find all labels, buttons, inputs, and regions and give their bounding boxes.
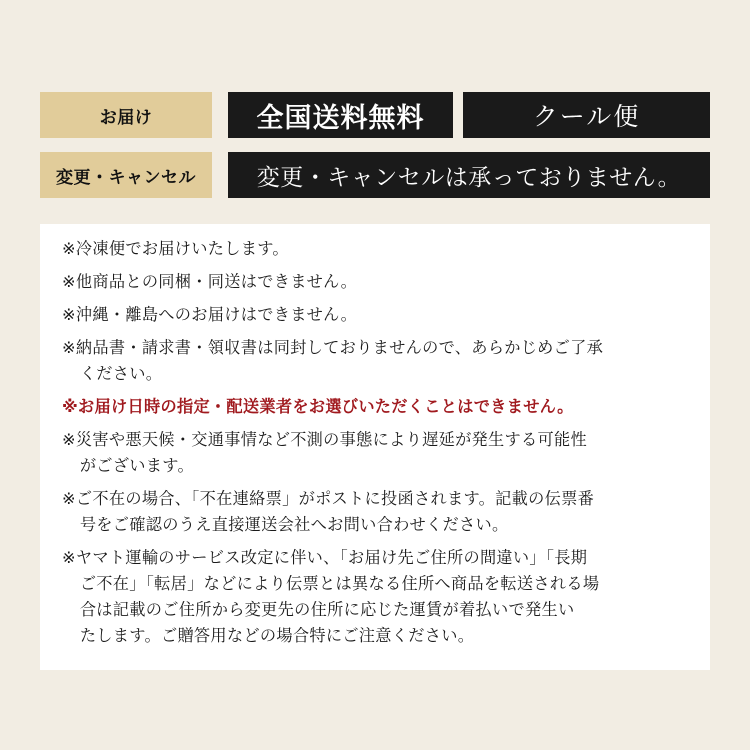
delivery-row xyxy=(40,92,710,138)
note-no-invoice: ※納品書・請求書・領収書は同封しておりませんので、あらかじめご了承 ください。 xyxy=(62,338,604,383)
note-no-islands: ※沖縄・離島へのお届けはできません。 xyxy=(62,305,358,324)
note-possible-delay: ※災害や悪天候・交通事情など不測の事態により遅延が発生する可能性 がございます。 xyxy=(62,430,587,475)
free-shipping-badge: 全国送料無料 xyxy=(228,92,453,138)
change-cancel-row xyxy=(40,152,710,198)
note-absence: ※ご不在の場合、「不在連絡票」がポストに投函されます。記載の伝票番 号をご確認のうえ直接運送会社へお問い合わせください。 xyxy=(62,489,595,534)
delivery-label: お届け xyxy=(40,92,212,138)
notes-panel xyxy=(40,224,710,670)
note-no-date-selection: ※お届け日時の指定・配送業者をお選びいただくことはできません。 xyxy=(62,397,574,416)
note-no-bundling: ※他商品との同梱・同送はできません。 xyxy=(62,272,358,291)
note-forwarding-fee: ※ヤマト運輸のサービス改定に伴い、「お届け先ご住所の間違い」「長期 ご不在」「転居」などにより伝票とは異なる住所へ商品を転送される場 合は記載のご住所から変更先の住所に応じた運賃が着払いで発生い たします。ご贈答用などの場合特にご注意ください。 xyxy=(62,548,600,645)
note-frozen: ※冷凍便でお届けいたします。 xyxy=(62,239,289,258)
cool-delivery-badge: クール便 xyxy=(463,92,710,138)
change-cancel-label: 変更・キャンセル xyxy=(40,152,212,198)
change-cancel-notice: 変更・キャンセルは承っておりません。 xyxy=(228,152,710,198)
